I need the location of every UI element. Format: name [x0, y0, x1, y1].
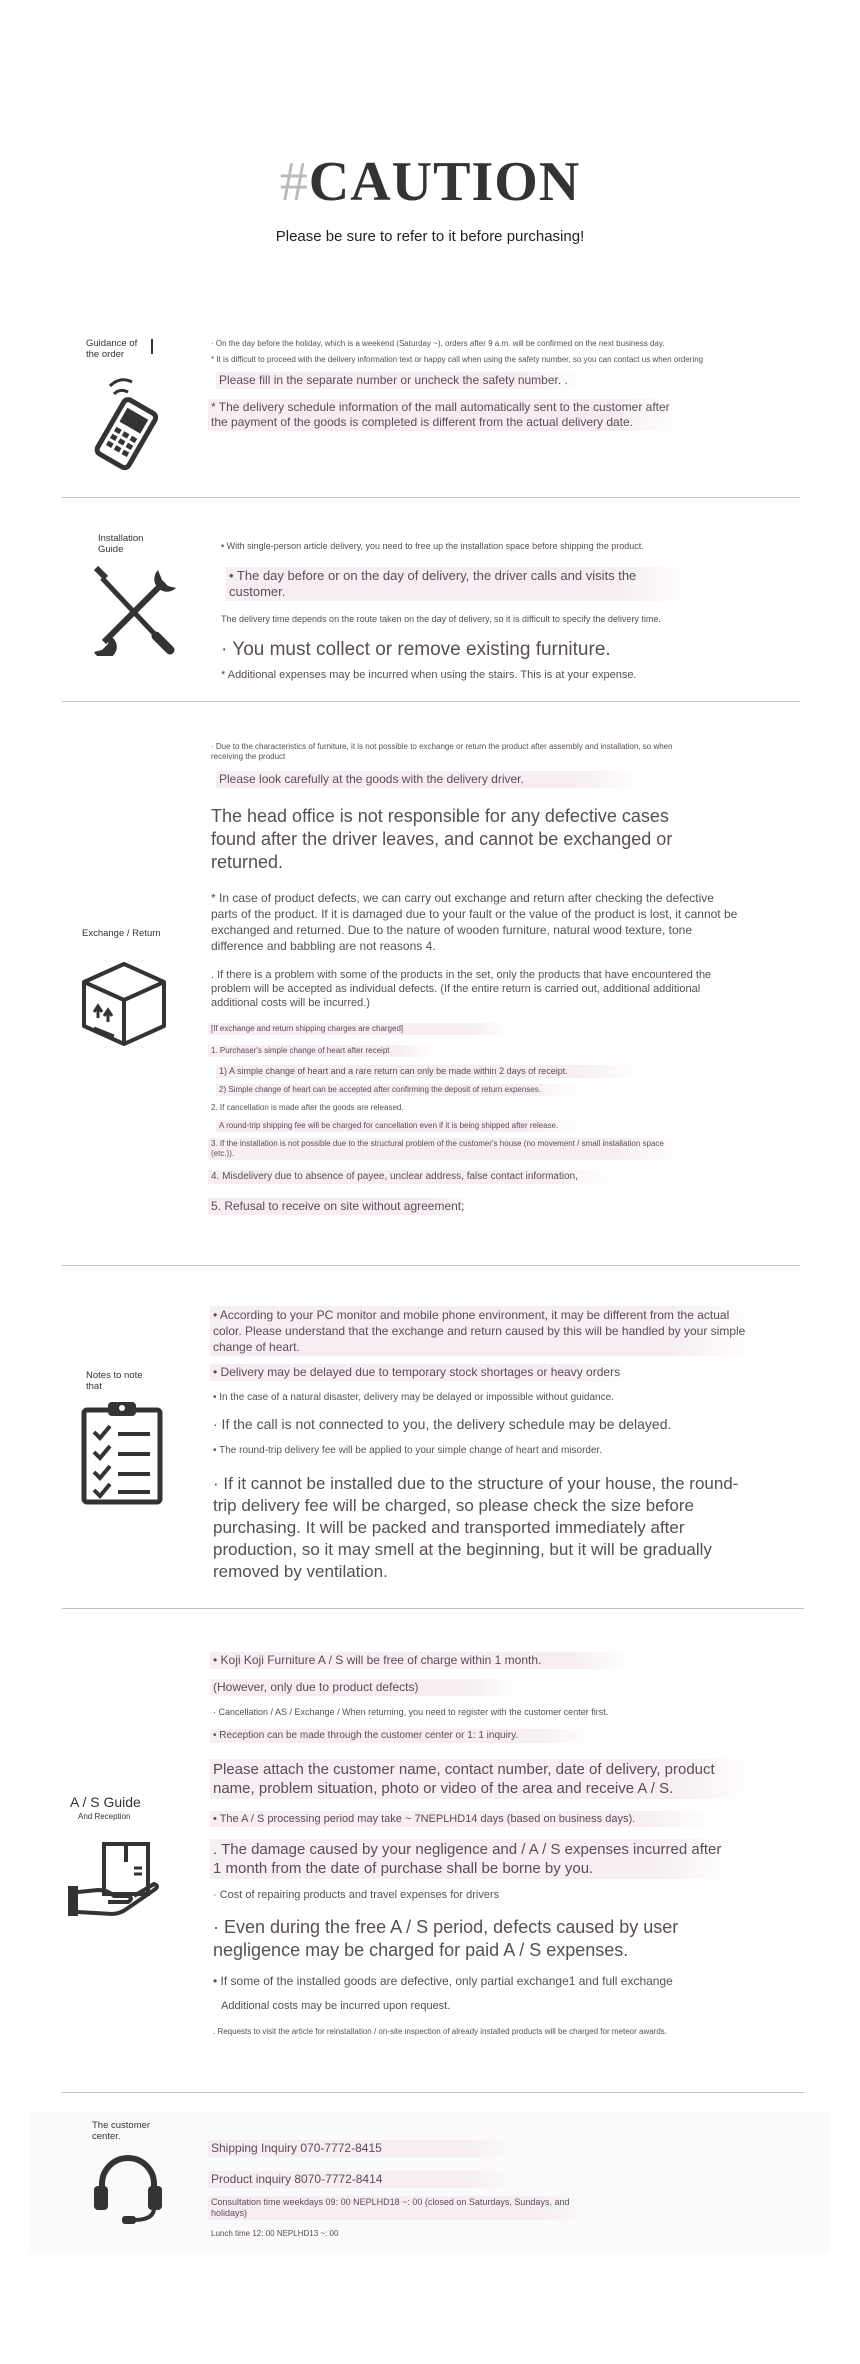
as-line-5: Please attach the customer name, contact number, date of delivery, product name, problem situation, photo or video of the area and receive A / S.: [210, 1759, 756, 1799]
exchange-line-7: 1. Purchaser's simple change of heart after receipt: [208, 1045, 434, 1057]
section-divider: [62, 701, 800, 702]
exchange-line-14: 5. Refusal to receive on site without agreement;: [208, 1198, 474, 1215]
as-content: [210, 1652, 770, 2038]
exchange-line-1: · Due to the characteristics of furniture, it is not possible to exchange or return the product after assembly and installation, so when receiving the product: [211, 742, 673, 761]
section-divider: [62, 2092, 804, 2093]
tools-icon: [90, 566, 180, 656]
installation-line-5: * Additional expenses may be incurred when using the stairs. This is at your expense.: [221, 669, 637, 681]
as-line-11: Additional costs may be incurred upon request.: [221, 2000, 451, 2012]
page-header: [0, 150, 860, 245]
as-line-1: • Koji Koji Furniture A / S will be free of charge within 1 month.: [210, 1652, 636, 1669]
installation-line-4: · You must collect or remove existing furniture.: [221, 639, 611, 660]
notes-content: [210, 1306, 760, 1584]
section-label-as: A / S Guide: [70, 1794, 141, 1810]
section-divider: [62, 497, 800, 498]
as-line-7: . The damage caused by your negligence and / A / S expenses incurred after 1 month from the date of purchase shall be borne by you.: [210, 1839, 736, 1879]
exchange-line-5: . If there is a problem with some of the products in the set, only the products that have encountered the problem will be accepted as individual defects. (If the entire return is carried out, additional additional additional costs will be incurred.): [211, 969, 712, 1009]
exchange-line-11: A round-trip shipping fee will be charged for cancellation even if it is being shipped after release.: [216, 1120, 582, 1132]
section-divider: [62, 1608, 804, 1609]
box-icon: [76, 956, 172, 1048]
exchange-line-8: 1) A simple change of heart and a rare return can only be made within 2 days of receipt.: [216, 1065, 642, 1078]
label-bar: [151, 339, 153, 354]
shipping-inquiry: Shipping Inquiry 070-7772-8415: [208, 2140, 514, 2157]
notes-line-6: · If it cannot be installed due to the structure of your house, the round-trip delivery fee will be charged, so please check the size before purchasing. It will be packed and transported immediately after production, so it may smell at the beginning, but it will be gradually removed by ventilation.: [213, 1474, 739, 1581]
as-line-4: • Reception can be made through the customer center or 1: 1 inquiry.: [210, 1729, 596, 1743]
mobile-phone-icon: [80, 372, 170, 472]
product-inquiry: Product inquiry 8070-7772-8414: [208, 2171, 514, 2188]
section-sublabel-as: And Reception: [78, 1812, 131, 1821]
hand-delivery-box-icon: [64, 1840, 164, 1920]
order-line-4: * The delivery schedule information of the mall automatically sent to the customer after the payment of the goods is completed is different from the actual delivery date.: [208, 399, 684, 431]
installation-content: [218, 540, 758, 683]
lunch-time: Lunch time 12: 00 NEPLHD13 ~: 00: [211, 2229, 339, 2238]
customer-center-content: [208, 2140, 628, 2240]
notes-line-2: • Delivery may be delayed due to temporary stock shortages or heavy orders: [210, 1364, 636, 1381]
notes-line-5: • The round-trip delivery fee will be applied to your simple change of heart and misorder.: [213, 1445, 603, 1456]
as-line-3: · Cancellation / AS / Exchange / When returning, you need to register with the customer center first.: [213, 1707, 609, 1717]
headset-icon: [92, 2150, 164, 2226]
installation-line-1: • With single-person article delivery, you need to free up the installation space before shipping the product.: [221, 541, 644, 551]
notes-line-4: · If the call is not connected to you, the delivery schedule may be delayed.: [213, 1416, 672, 1432]
page-title: [0, 150, 860, 214]
exchange-content: [208, 741, 748, 1215]
installation-line-3: The delivery time depends on the route taken on the day of delivery, so it is difficult to specify the delivery time.: [221, 614, 661, 624]
title-text: CAUTION: [308, 151, 581, 213]
exchange-line-2: Please look carefully at the goods with the delivery driver.: [216, 771, 642, 788]
as-line-9: · Even during the free A / S period, defects caused by user negligence may be charged for paid A / S expenses.: [213, 1917, 679, 1960]
title-hash: #: [279, 151, 309, 213]
as-line-12: . Requests to visit the article for reinstallation / on-site inspection of already installed products will be charged for meteor awards.: [213, 2027, 667, 2036]
consultation-time: Consultation time weekdays 09: 00 NEPLHD18 ~: 00 (closed on Saturdays, Sundays, and holidays): [208, 2196, 594, 2220]
as-line-2: (However, only due to product defects): [210, 1679, 516, 1696]
exchange-line-12: 3. If the installation is not possible due to the structural problem of the customer's house (no movement / small installation space (etc.)).: [208, 1138, 684, 1160]
installation-line-2: • The day before or on the day of delivery, the driver calls and visits the customer.: [226, 567, 692, 601]
exchange-line-3: The head office is not responsible for any defective cases found after the driver leaves, and cannot be exchanged or returned.: [211, 806, 673, 872]
order-line-3: Please fill in the separate number or uncheck the safety number. .: [216, 372, 582, 389]
page-subtitle: Please be sure to refer to it before purchasing!: [275, 228, 585, 245]
section-label-customer-center: The customer center.: [92, 2120, 151, 2142]
section-divider: [62, 1265, 800, 1266]
exchange-line-9: 2) Simple change of heart can be accepted after confirming the deposit of return expenses.: [216, 1084, 582, 1096]
order-line-2: * It is difficult to proceed with the delivery information text or happy call when using the safety number, so you can contact us when ordering: [211, 355, 704, 364]
as-line-10: • If some of the installed goods are defective, only partial exchange1 and full exchange: [213, 1974, 673, 1988]
order-line-1: · On the day before the holiday, which is a weekend (Saturday ~), orders after 9 a.m. will be confirmed on the next business day.: [211, 339, 665, 348]
exchange-line-6: [If exchange and return shipping charges are charged]: [208, 1023, 514, 1035]
as-line-8: · Cost of repairing products and travel expenses for drivers: [213, 1889, 500, 1901]
notes-line-1: • According to your PC monitor and mobile phone environment, it may be different from the actual color. Please understand that the exchange and return caused by this will be handled by your simple change of heart.: [210, 1306, 756, 1356]
as-line-6: • The A / S processing period may take ~ 7NEPLHD14 days (based on business days).: [210, 1811, 716, 1827]
section-label-notes: Notes to note that: [86, 1370, 143, 1392]
exchange-line-10: 2. If cancellation is made after the goods are released.: [211, 1103, 404, 1112]
section-label-order: Guidance of the order: [86, 338, 138, 360]
section-label-exchange: Exchange / Return: [82, 928, 161, 939]
clipboard-checklist-icon: [80, 1400, 164, 1506]
exchange-line-13: 4. Misdelivery due to absence of payee, unclear address, false contact information,: [208, 1170, 614, 1184]
exchange-line-4: * In case of product defects, we can carry out exchange and return after checking the defective parts of the product. If it is damaged due to your fault or the value of the product is lost, it cannot be exchanged and returned. Due to the nature of wooden furniture, natural wood texture, tone difference and babbling are not reasons 4.: [211, 891, 738, 953]
order-content: [208, 338, 758, 431]
notes-line-3: • In the case of a natural disaster, delivery may be delayed or impossible without guidance.: [213, 1392, 614, 1403]
section-label-installation: Installation Guide: [98, 533, 144, 555]
